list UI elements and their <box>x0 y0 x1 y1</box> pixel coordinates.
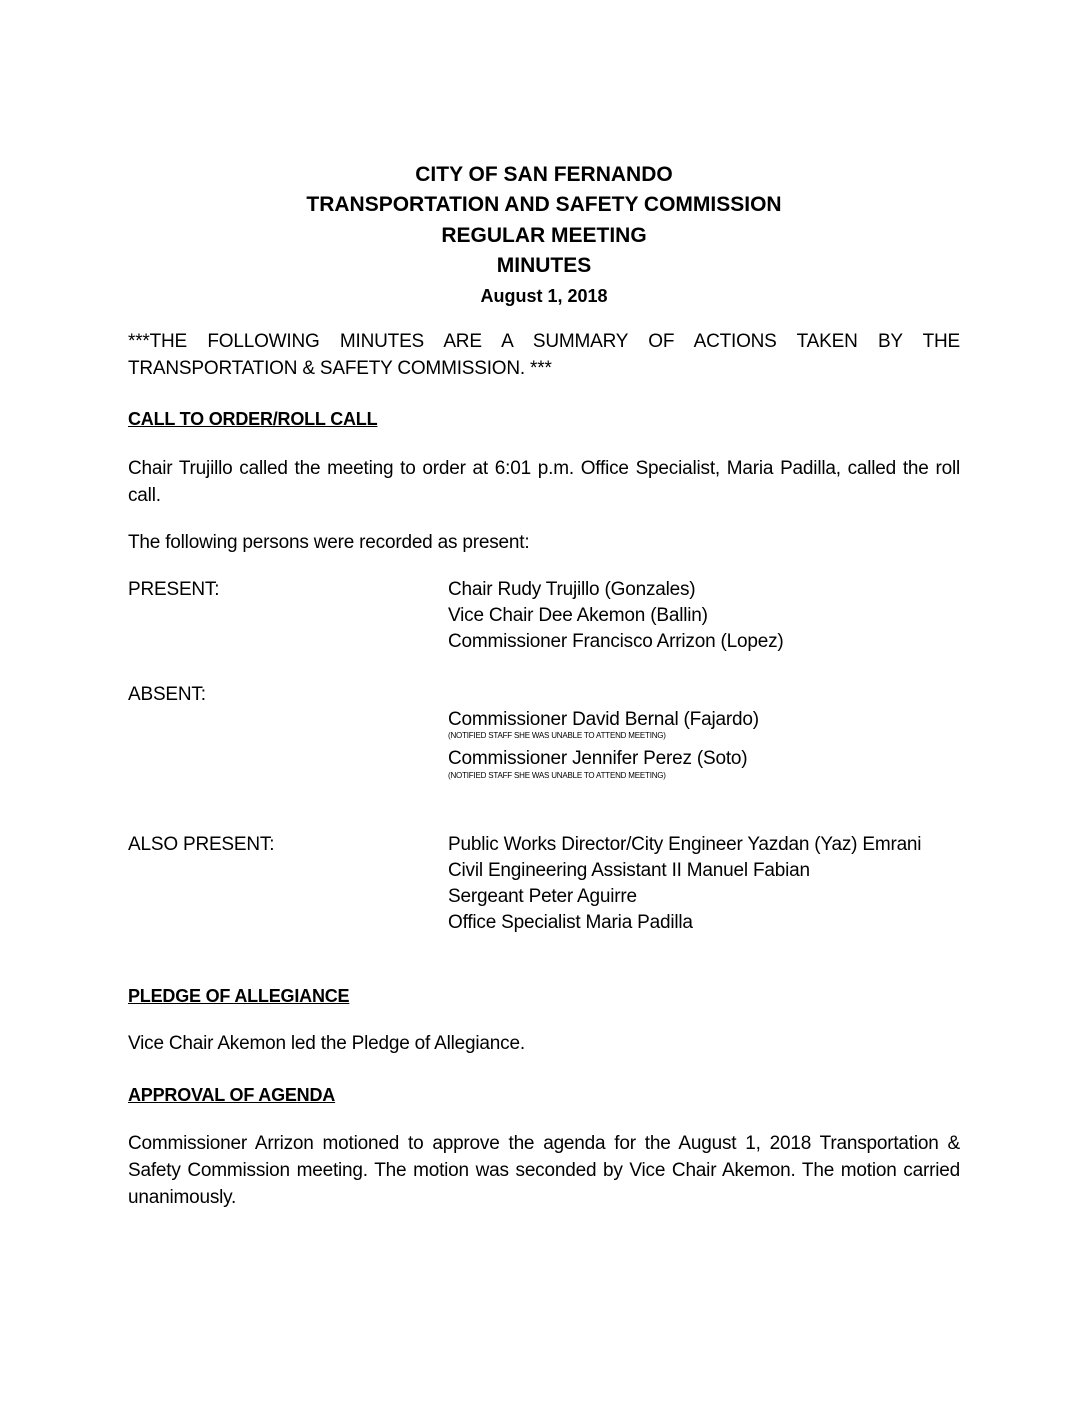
header-commission: TRANSPORTATION AND SAFETY COMMISSION <box>306 193 782 216</box>
summary-statement: ***THE FOLLOWING MINUTES ARE A SUMMARY OF ACTIONS TAKEN BY THE TRANSPORTATION & SAFETY COMMISSION. *** <box>128 331 960 379</box>
agenda-heading: APPROVAL OF AGENDA <box>128 1085 336 1105</box>
also-present-label: ALSO PRESENT: <box>128 834 275 855</box>
present-label: PRESENT: <box>128 579 220 600</box>
absent-member: Commissioner David Bernal (Fajardo) <box>448 709 759 730</box>
call-to-order-heading: CALL TO ORDER/ROLL CALL <box>128 409 378 429</box>
present-member: Commissioner Francisco Arrizon (Lopez) <box>448 631 784 652</box>
meeting-date: August 1, 2018 <box>480 286 608 306</box>
also-present-member: Public Works Director/City Engineer Yazdan (Yaz) Emrani <box>448 834 922 855</box>
recorded-present-text: The following persons were recorded as present: <box>128 532 530 553</box>
present-member: Chair Rudy Trujillo (Gonzales) <box>448 579 696 600</box>
agenda-text: Commissioner Arrizon motioned to approve the agenda for the August 1, 2018 Transportation & Safety Commission meeting. The motion was seconded by Vice Chair Akemon. The motion carried unanimously. <box>128 1133 960 1208</box>
absent-note: (NOTIFIED STAFF SHE WAS UNABLE TO ATTEND MEETING) <box>448 731 666 740</box>
pledge-heading: PLEDGE OF ALLEGIANCE <box>128 986 350 1006</box>
absent-note: (NOTIFIED STAFF SHE WAS UNABLE TO ATTEND MEETING) <box>448 771 666 780</box>
header-minutes: MINUTES <box>496 254 592 277</box>
header-meeting-type: REGULAR MEETING <box>441 224 647 247</box>
present-member: Vice Chair Dee Akemon (Ballin) <box>448 605 708 626</box>
absent-label: ABSENT: <box>128 684 206 705</box>
absent-member: Commissioner Jennifer Perez (Soto) <box>448 748 748 769</box>
also-present-member: Office Specialist Maria Padilla <box>448 912 693 933</box>
call-to-order-text: Chair Trujillo called the meeting to order at 6:01 p.m. Office Specialist, Maria Padilla, called the roll call. <box>128 458 960 506</box>
header-city: CITY OF SAN FERNANDO <box>415 163 673 186</box>
pledge-text: Vice Chair Akemon led the Pledge of Allegiance. <box>128 1033 525 1054</box>
also-present-member: Sergeant Peter Aguirre <box>448 886 637 907</box>
also-present-member: Civil Engineering Assistant II Manuel Fabian <box>448 860 810 881</box>
